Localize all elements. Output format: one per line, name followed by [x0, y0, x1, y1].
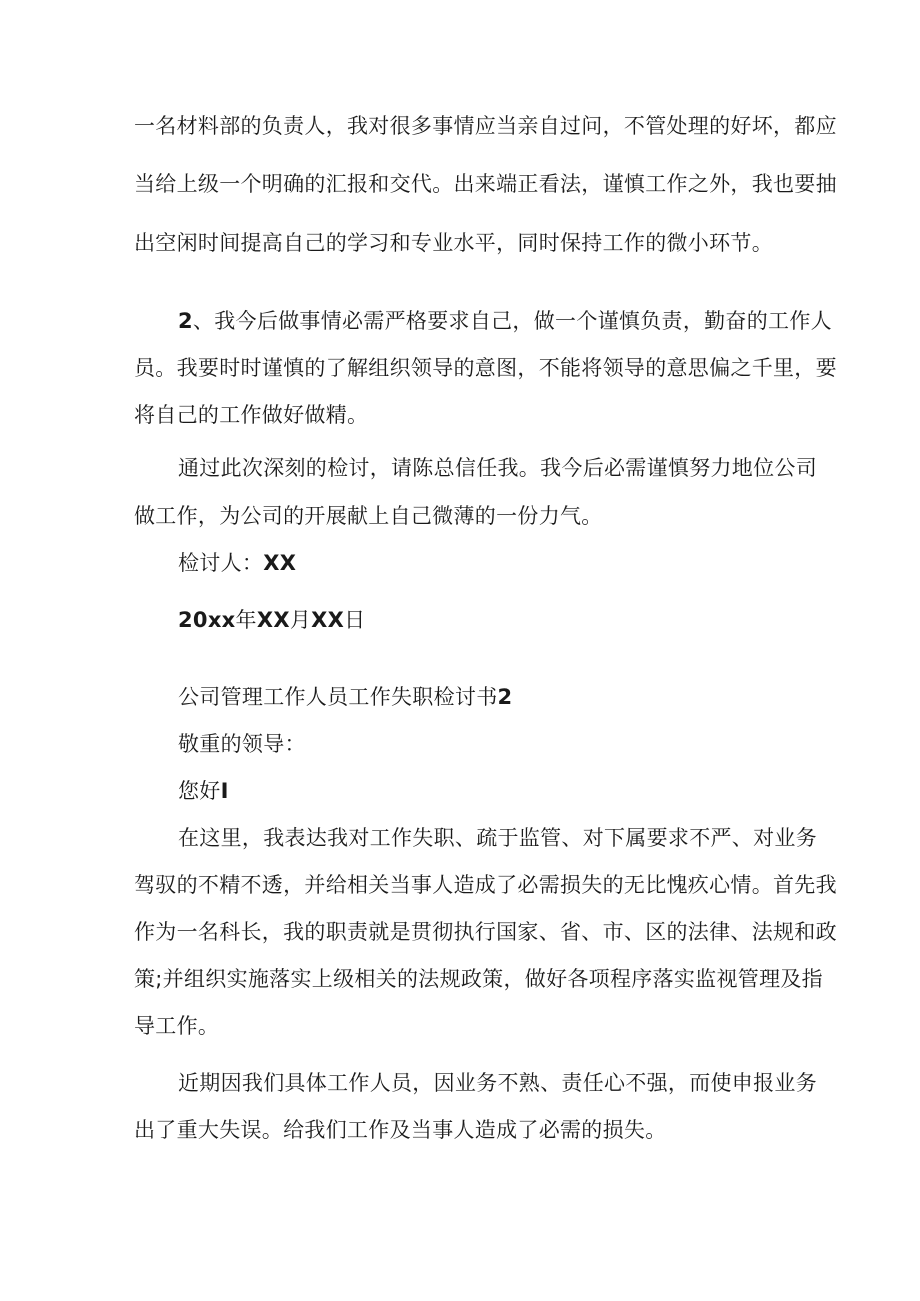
date-day-unit: 日 [344, 608, 366, 632]
date-line [178, 605, 365, 635]
para3-line2: 做工作，为公司的开展献上自己微薄的一份力气。 [134, 504, 603, 528]
para1-line1: 一名材料部的负责人，我对很多事情应当亲自过问，不管处理的好坏，都应 [134, 114, 837, 138]
greeting-text: 您好 [178, 779, 221, 803]
signature-name: XX [263, 551, 297, 575]
greeting [178, 776, 229, 806]
para2-number: 2 [178, 309, 193, 333]
signature-label: 检讨人： [178, 551, 264, 575]
signature-line [178, 548, 296, 578]
para4-line2: 驾驭的不精不透，并给相关当事人造成了必需损失的无比愧疚心情。首先我 [134, 873, 837, 897]
para2-line3: 将自己的工作做好做精。 [134, 403, 369, 427]
date-month: XX [256, 608, 290, 632]
date-year: 20xx [178, 608, 236, 632]
para5-line1: 近期因我们具体工作人员，因业务不熟、责任心不强，而使申报业务 [178, 1071, 817, 1095]
section-title [178, 682, 512, 712]
section-title-number: 2 [497, 685, 513, 709]
salutation: 敬重的领导： [178, 732, 306, 756]
date-day: XX [311, 608, 345, 632]
para4-line5: 导工作。 [134, 1014, 220, 1038]
para5-line2: 出了重大失误。给我们工作及当事人造成了必需的损失。 [134, 1118, 667, 1142]
para2-line1 [178, 306, 832, 336]
section-title-text: 公司管理工作人员工作失职检讨书 [178, 685, 498, 709]
para2-line2: 员。我要时时谨慎的了解组织领导的意图，不能将领导的意思偏之千里，要 [134, 356, 837, 380]
para1-line3: 出空闲时间提高自己的学习和专业水平，同时保持工作的微小环节。 [134, 231, 773, 255]
para4-line4: 策;并组织实施落实上级相关的法规政策，做好各项程序落实监视管理及指 [134, 967, 823, 991]
para3-line1: 通过此次深刻的检讨，请陈总信任我。我今后必需谨慎努力地位公司 [178, 456, 817, 480]
date-year-unit: 年 [235, 608, 257, 632]
greeting-mark: I [220, 779, 229, 803]
para1-line2: 当给上级一个明确的汇报和交代。出来端正看法，谨慎工作之外，我也要抽 [134, 172, 837, 196]
para2-line1-text: 、我今后做事情必需严格要求自己，做一个谨慎负责，勤奋的工作人 [192, 309, 832, 333]
date-month-unit: 月 [289, 608, 312, 632]
para4-line3: 作为一名科长，我的职责就是贯彻执行国家、省、市、区的法律、法规和政 [134, 920, 837, 944]
para4-line1: 在这里，我表达我对工作失职、疏于监管、对下属要求不严、对业务 [178, 826, 817, 850]
